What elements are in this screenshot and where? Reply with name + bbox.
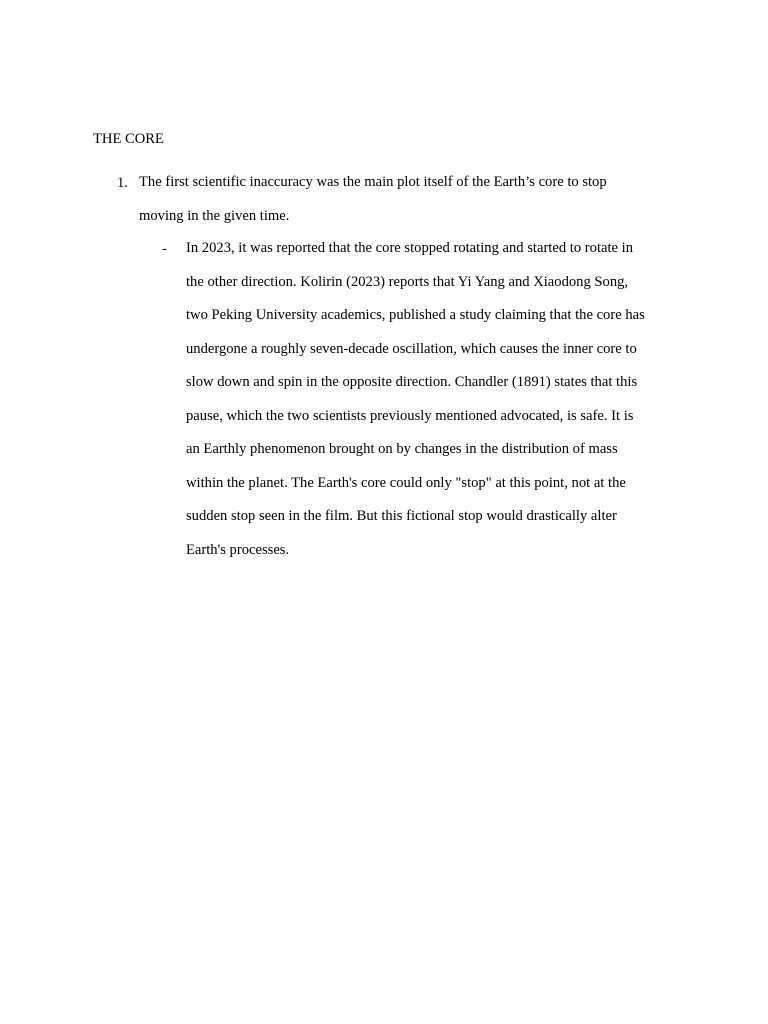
sub-item-line: Earth's processes. (186, 541, 290, 558)
sub-item-line: two Peking University academics, published a study claiming that the core has (186, 307, 645, 323)
sub-item-line: In 2023, it was reported that the core stopped rotating and started to rotate in (186, 240, 634, 256)
sub-item-text (186, 232, 706, 567)
list-item-line: moving in the given time. (139, 207, 290, 224)
list-item-text (139, 166, 659, 233)
section-heading: THE CORE (93, 131, 164, 147)
sub-item-line: within the planet. The Earth's core could only "stop" at this point, not at the (186, 474, 626, 491)
sub-item-line: the other direction. Kolirin (2023) reports that Yi Yang and Xiaodong Song, (186, 273, 629, 290)
list-item-number: 1. (117, 175, 128, 191)
sub-item-line: pause, which the two scientists previously mentioned advocated, is safe. It is (186, 407, 634, 424)
list-item-line: The first scientific inaccuracy was the main plot itself of the Earth’s core to stop (139, 174, 607, 190)
sub-item-bullet: - (162, 241, 167, 257)
sub-item-line: slow down and spin in the opposite direction. Chandler (1891) states that this (186, 374, 638, 390)
sub-item-line: sudden stop seen in the film. But this fictional stop would drastically alter (186, 508, 617, 524)
sub-item-line: undergone a roughly seven-decade oscillation, which causes the inner core to (186, 340, 637, 357)
sub-item-line: an Earthly phenomenon brought on by changes in the distribution of mass (186, 441, 618, 457)
